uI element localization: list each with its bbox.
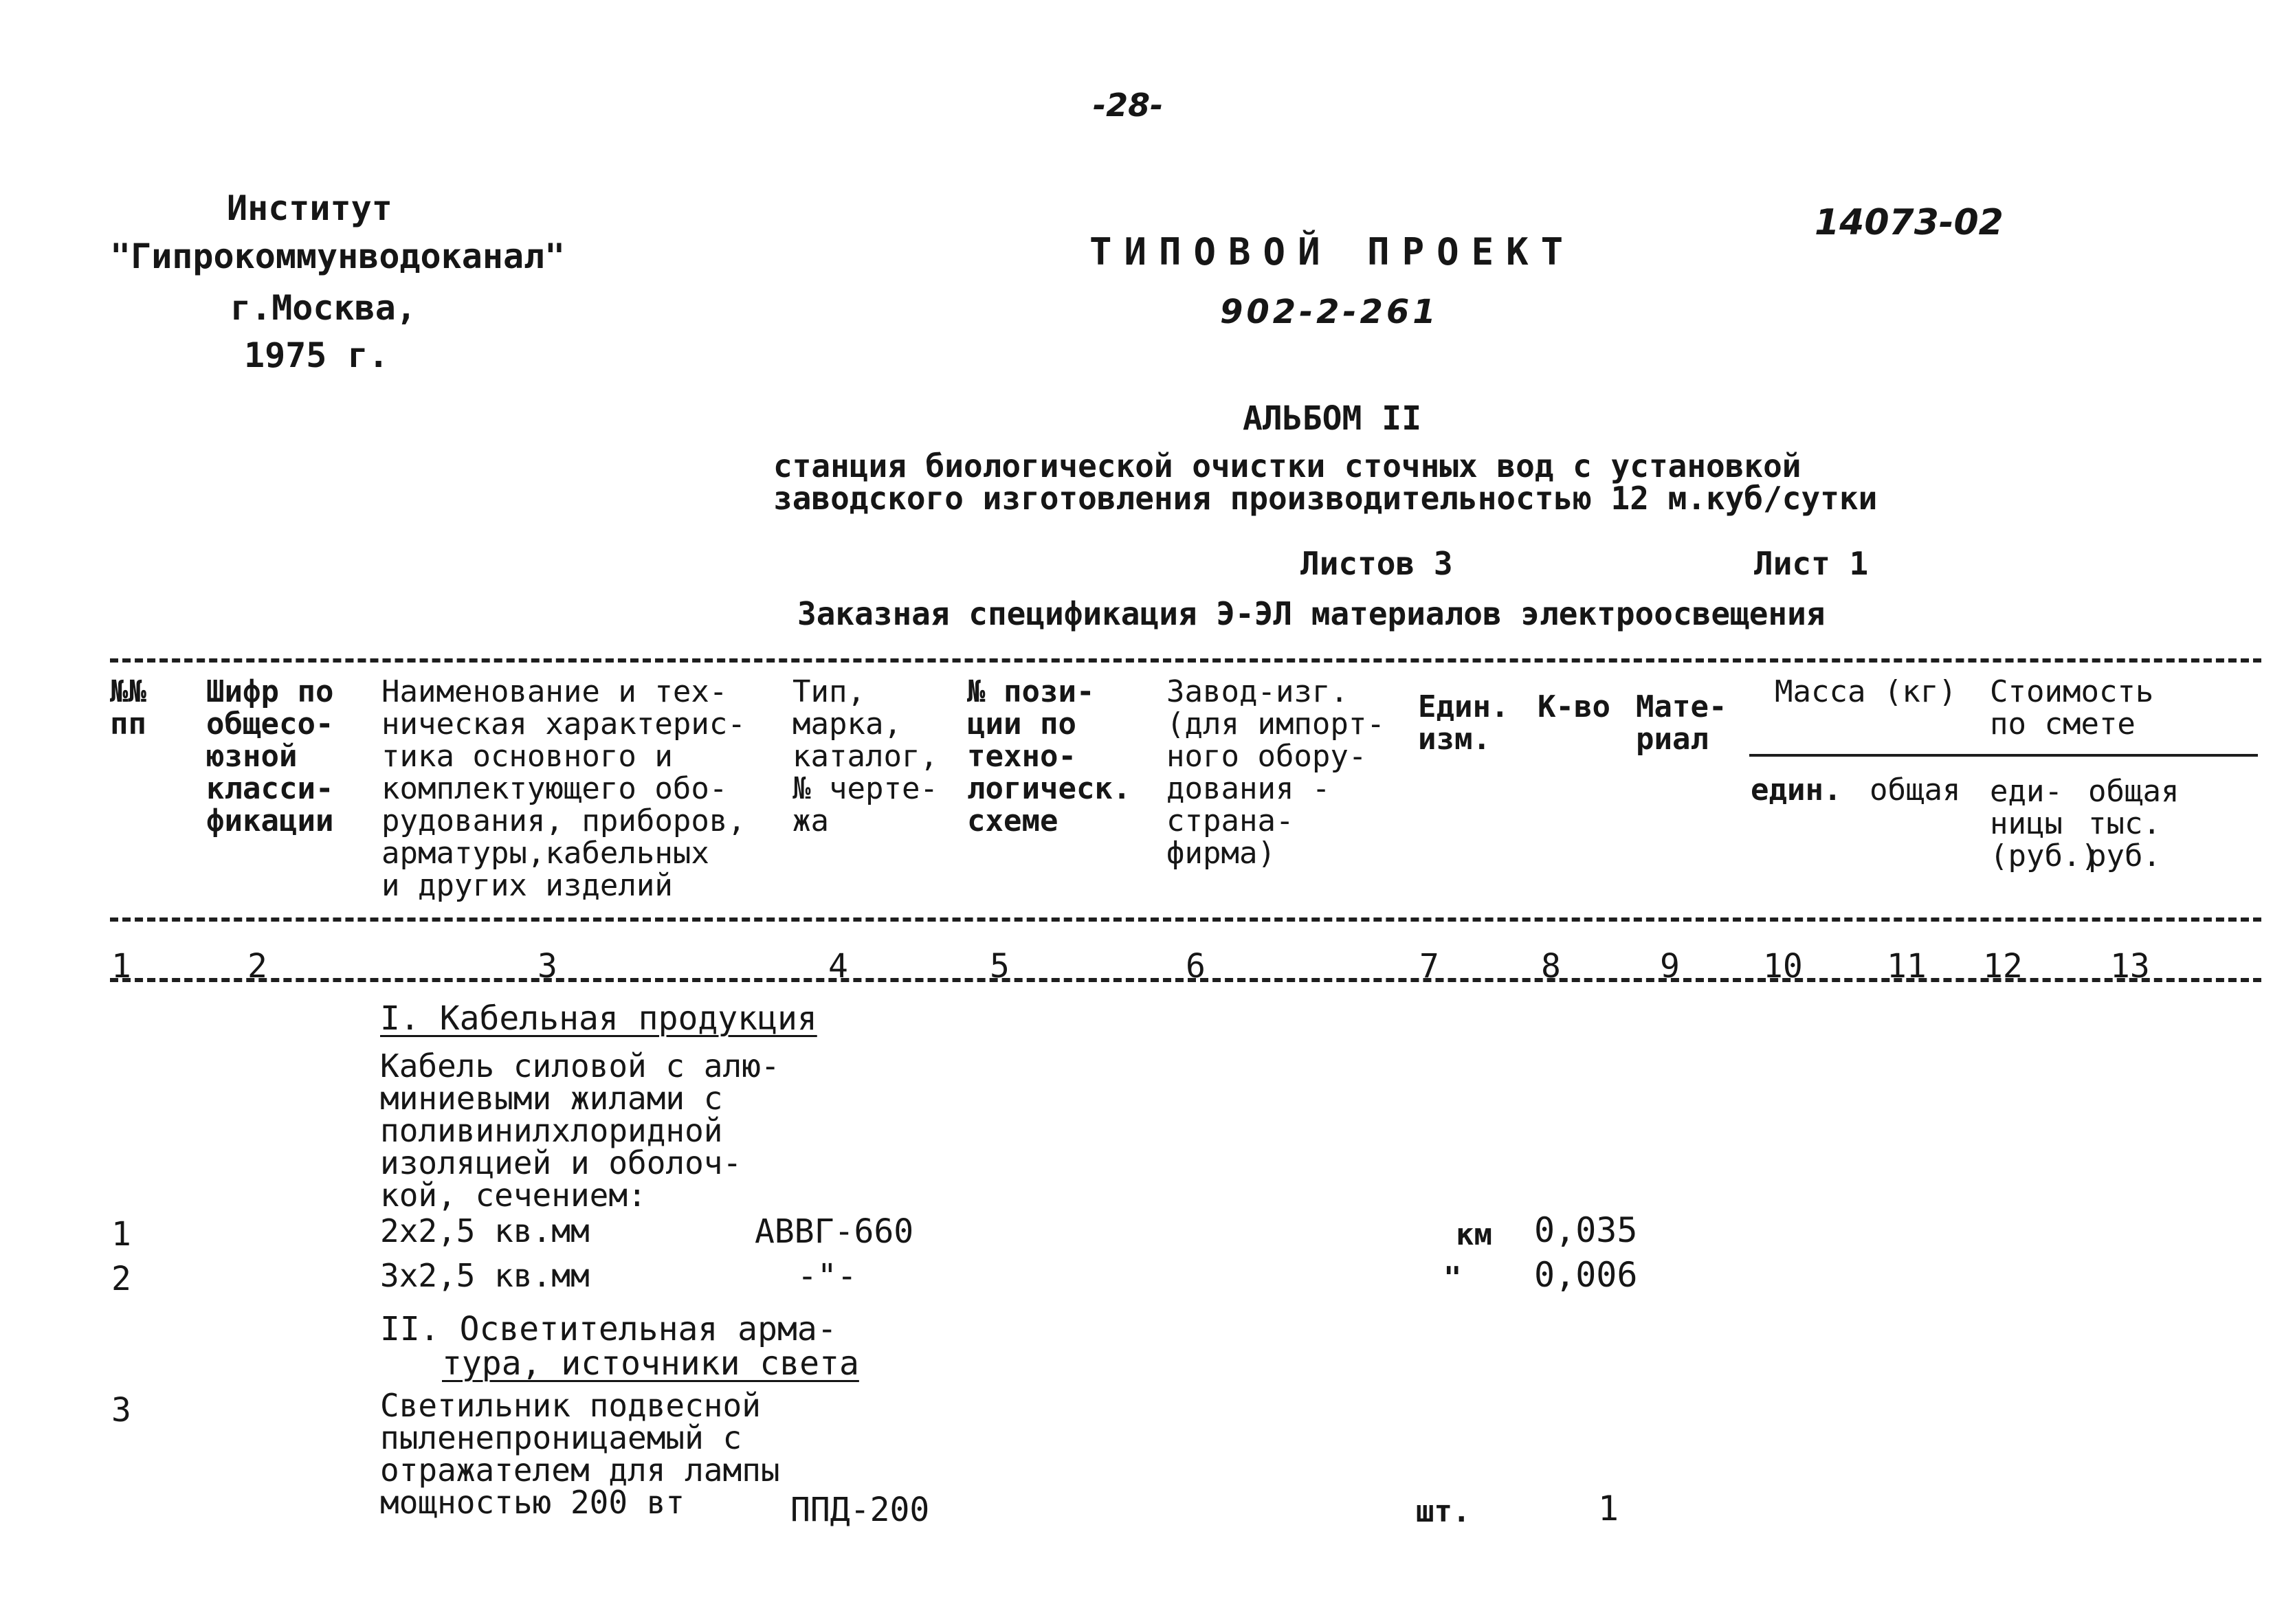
column-number: 13 [2110,947,2150,986]
header-manufacturer: Завод-изг. (для импорт- ного обору- дования - страна- фирма) [1166,674,1385,871]
row-1-unit: км [1456,1217,1492,1252]
column-number: 10 [1763,947,1803,986]
header-mass-total: общая [1870,772,1961,808]
institute-name-label: Институт [227,188,392,228]
header-cost: Стоимость по смете [1990,674,2154,742]
project-title: ТИПОВОЙ ПРОЕКТ [1089,230,1576,274]
album-description-line2: заводского изготовления производительностью 12 м.куб/сутки [773,480,1878,517]
header-position-number: № пози- ции по техно- логическ. схеме [967,674,1131,838]
column-number: 6 [1186,947,1206,986]
header-name-and-specs: Наименование и тех- ническая характерис- тика основного и комплектующего обо- рудования, приборов, арматуры,кабельных и других изделий [381,674,746,903]
mass-cost-subheader-rule [1749,754,2258,757]
header-cost-unit: еди- ницы (руб.) [1990,774,2099,874]
column-number: 9 [1660,947,1680,986]
column-number: 11 [1887,947,1927,986]
section-cable-products-title: I. Кабельная продукция [380,999,817,1038]
row-1-name: 2х2,5 кв.мм [380,1212,590,1249]
row-1-number: 1 [111,1215,131,1254]
row-3-unit: шт. [1416,1494,1471,1529]
header-classification-code: Шифр по общесо- юзной класси- фикации [206,674,334,838]
header-unit: Един. изм. [1418,689,1509,757]
table-top-rule [110,658,2261,663]
page-number: -28- [1093,87,1164,124]
column-number: 7 [1419,947,1439,986]
institute-name: "Гипрокоммунводоканал" [110,236,566,276]
institute-city: г.Москва, [230,288,417,328]
header-type-brand: Тип, марка, каталог, № черте- жа [792,674,938,838]
column-number: 4 [828,947,848,986]
row-2-unit: " [1443,1260,1462,1295]
row-3-description: Светильник подвесной пыленепроницаемый с отражателем для лампы мощностью 200 вт [380,1387,780,1521]
project-number: 902-2-261 [1220,293,1439,331]
sheets-total: Листов 3 [1300,545,1453,582]
column-number: 3 [537,947,557,986]
section-lighting-title-line2: тура, источники света [442,1344,859,1383]
header-cost-total: общая тыс. руб. [2088,774,2180,874]
institute-year: 1975 г. [244,335,389,375]
row-2-name: 3х2,5 кв.мм [380,1257,590,1294]
section-lighting-title-line1: II. Осветительная арма- [380,1310,837,1348]
row-2-quantity: 0,006 [1534,1255,1638,1295]
header-material: Мате- риал [1636,689,1727,757]
column-number: 8 [1541,947,1561,986]
row-2-number: 2 [111,1260,131,1298]
column-number: 2 [247,947,267,986]
column-number: 5 [990,947,1010,986]
header-mass-unit: един. [1751,772,1842,808]
row-1-quantity: 0,035 [1534,1210,1638,1250]
column-number: 1 [111,947,131,986]
header-row-number: №№ пп [110,674,146,742]
header-quantity: К-во [1538,689,1610,724]
row-1-type: АВВГ-660 [755,1212,914,1251]
row-3-number: 3 [111,1391,131,1430]
row-3-quantity: 1 [1598,1489,1619,1528]
row-2-type: -"- [797,1257,857,1295]
album-title: АЛЬБОМ II [1243,399,1422,438]
row-3-type: ППД-200 [790,1491,930,1529]
specification-title: Заказная спецификация Э-ЭЛ материалов электроосвещения [797,595,1826,632]
sheet-current: Лист 1 [1754,545,1869,582]
document-code: 14073-02 [1815,202,2004,243]
section-cable-products-description: Кабель силовой с алю- миниевыми жилами с поливинилхлоридной изоляцией и оболоч- кой, сечением: [380,1047,780,1214]
column-number: 12 [1983,947,2023,986]
album-description-line1: станция биологической очистки сточных вод с установкой [773,447,1801,485]
table-header-bottom-rule [110,917,2261,922]
header-mass: Масса (кг) [1775,674,1957,709]
